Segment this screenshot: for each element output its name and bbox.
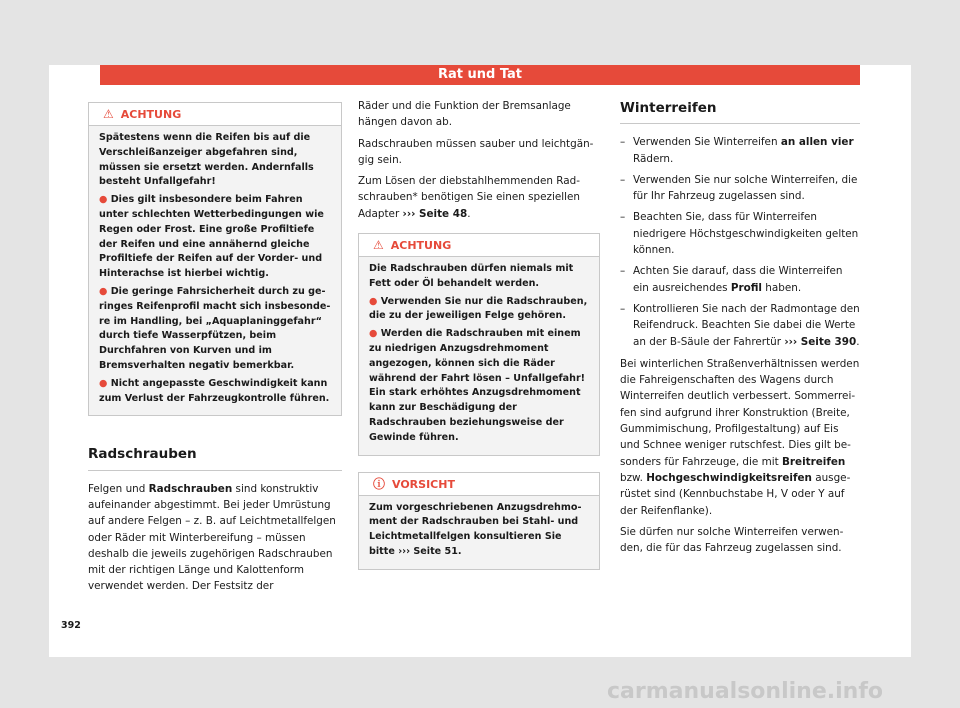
warning-bullet: ● Nicht angepasste Geschwindigkeit kann zum Verlust der Fahrzeugkontrolle führen. bbox=[99, 377, 330, 404]
warning-text: Spätestens wenn die Reifen bis auf die Verschleißanzeiger abgefahren sind, müssen sie ersetzt werden. Andernfalls besteht Unfallgefahr! bbox=[99, 132, 314, 188]
paragraph: Bei winterlichen Straßenverhältnissen werden die Fahreigenschaften des Wagens durch Winterreifen deutlich verbessert. Sommerreifen sind aufgrund ihrer Konstruktion (Breite, Gummimischung, Profilgestaltung) auf Eis und Schnee weniger rutschfest. Dies gilt besonders für Fahrzeuge, die mit Breitreifen bzw. Hochgeschwindigkeitsreifen ausgerüstet sind (Kennbuchstabe H, V oder Y auf der Reifenflanke). bbox=[620, 357, 860, 517]
warning-text: Die Radschrauben dürfen niemals mit Fett oder Öl behandelt werden. bbox=[369, 263, 574, 289]
list-item: – Achten Sie darauf, dass die Winterreifen ein ausreichendes Profil haben. bbox=[620, 263, 860, 296]
list-item: – Beachten Sie, dass für Winterreifen niedrigere Höchstgeschwindigkeiten gelten können. bbox=[620, 209, 860, 258]
section-title-winterreifen: Winterreifen bbox=[620, 100, 860, 124]
paragraph: Sie dürfen nur solche Winterreifen verwenden, die für das Fahrzeug zugelassen sind. bbox=[620, 525, 844, 555]
paragraph: Radschrauben müssen sauber und leichtgängig sein. bbox=[358, 137, 594, 166]
watermark: carmanualsonline.info bbox=[607, 679, 883, 704]
list-item: – Verwenden Sie nur solche Winterreifen, die für Ihr Fahrzeug zugelassen sind. bbox=[620, 172, 860, 205]
warning-box bbox=[88, 102, 342, 416]
left-column bbox=[88, 102, 342, 600]
warning-bullet: ● Verwenden Sie nur die Radschrauben, die zu der jeweiligen Felge gehören. bbox=[369, 295, 588, 322]
page-link[interactable]: ››› Seite 51 bbox=[398, 546, 458, 558]
info-circle-icon: ⓘ bbox=[373, 476, 386, 491]
section-title-radschrauben: Radschrauben bbox=[88, 446, 342, 470]
paragraph: Räder und die Funktion der Bremsanlage hängen davon ab. bbox=[358, 100, 571, 129]
page-link[interactable]: ››› Seite 48 bbox=[402, 207, 468, 220]
warning-bullet: ● Die geringe Fahrsicherheit durch zu geringes Reifenprofil macht sich insbesondere im Handling, bei „Aquaplaninggefahr“ durch tiefe Wasserpfützen, beim Durchfahren von Kurven und im Bremsverhalten negativ bemerkbar. bbox=[99, 285, 331, 371]
warning-bullet: ● Werden die Radschrauben mit einem zu niedrigen Anzugsdrehmoment angezogen, können sich die Räder während der Fahrt lösen – Unfallgefahr! Ein stark erhöhtes Anzugsdrehmoment kann zur Beschädigung der Radschrauben beziehungsweise der Gewinde führen. bbox=[369, 328, 586, 443]
caution-header: ⓘ VORSICHT bbox=[359, 473, 599, 496]
warning-triangle-icon: ⚠ bbox=[103, 107, 114, 121]
winter-list bbox=[620, 134, 860, 350]
caution-box bbox=[358, 472, 600, 570]
warning-header: ⚠ ACHTUNG bbox=[89, 103, 341, 126]
warning-header: ⚠ ACHTUNG bbox=[359, 234, 599, 257]
list-item: – Verwenden Sie Winterreifen an allen vier Rädern. bbox=[620, 134, 860, 167]
warning-box bbox=[358, 233, 600, 456]
right-column bbox=[620, 100, 860, 561]
paragraph: Zum Lösen der diebstahlhemmenden Radschrauben* benötigen Sie einen speziellen Adapter ››› Seite 48. bbox=[358, 175, 580, 220]
page-link[interactable]: ››› Seite 390 bbox=[784, 335, 857, 348]
page-number: 392 bbox=[61, 620, 81, 631]
warning-triangle-icon: ⚠ bbox=[373, 238, 384, 253]
caution-text: Zum vorgeschriebenen Anzugsdrehmoment der Radschrauben bei Stahl- und Leichtmetallfelgen konsultieren Sie bitte ››› Seite 51. bbox=[369, 501, 582, 558]
warning-bullet: ● Dies gilt insbesondere beim Fahren unter schlechten Wetterbedingungen wie Regen oder Frost. Eine große Profiltiefe der Reifen und eine annähernd gleiche Profiltiefe der Reifen auf der Vorder- und Hinterachse ist hierbei wichtig. bbox=[99, 194, 324, 280]
radschrauben-paragraph: Felgen und Radschrauben sind konstruktiv aufeinander abgestimmt. Bei jeder Umrüstung auf andere Felgen – z. B. auf Leichtmetallfelgen oder Räder mit Winterbereifung – müssen deshalb die jeweils zugehörigen Radschrauben mit der richtigen Länge und Kalottenform verwendet werden. Der Festsitz der bbox=[88, 482, 336, 593]
chapter-header: Rat und Tat bbox=[100, 65, 860, 85]
list-item: – Kontrollieren Sie nach der Radmontage den Reifendruck. Beachten Sie dabei die Werte an der B-Säule der Fahrertür ››› Seite 390. bbox=[620, 301, 860, 350]
middle-column bbox=[358, 98, 600, 570]
